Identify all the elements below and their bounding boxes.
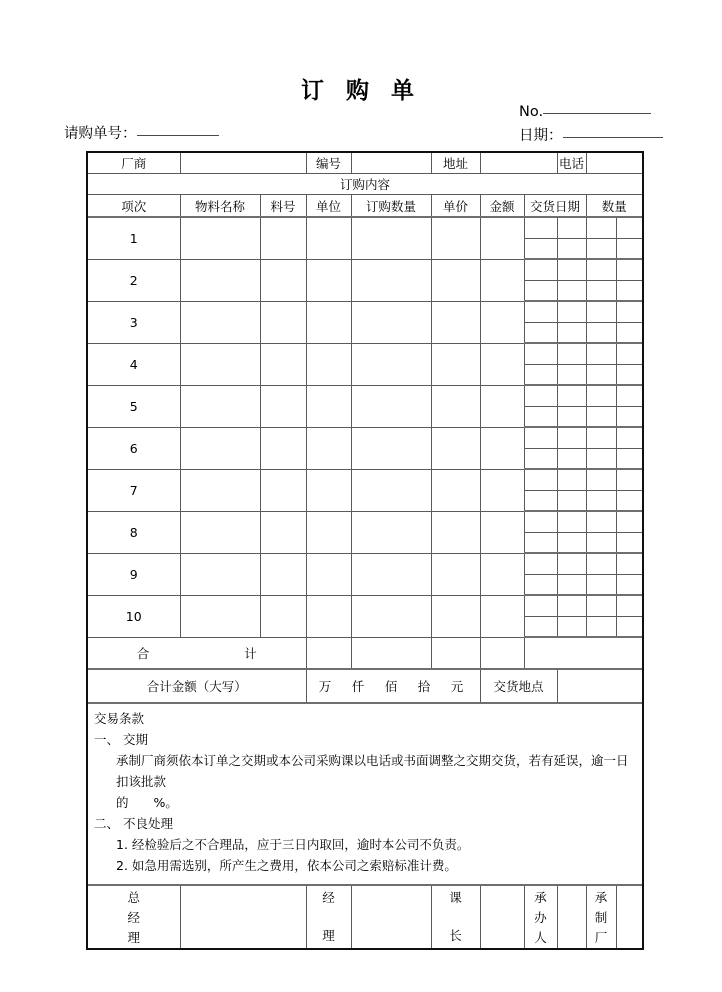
item-delivery-date-b2[interactable] — [557, 574, 586, 595]
item-delivery-date-b[interactable] — [557, 427, 586, 448]
col-header-amount: 金额 — [480, 195, 524, 218]
item-quantity-a[interactable] — [586, 343, 616, 364]
item-unit[interactable] — [306, 427, 351, 469]
item-delivery-date-a2[interactable] — [524, 238, 557, 259]
terms-clause1-body: 承制厂商须依本订单之交期或本公司采购课以电话或书面调整之交期交货，若有延误，逾一日扣该批款 — [116, 753, 629, 789]
column-header-row — [88, 195, 642, 218]
signature-field-handler[interactable] — [557, 885, 586, 948]
table-row — [88, 385, 642, 406]
col-header-unit: 单位 — [306, 195, 351, 218]
item-quantity-a[interactable] — [586, 259, 616, 280]
item-delivery-date-b[interactable] — [557, 595, 586, 616]
date-field[interactable] — [519, 124, 663, 145]
item-amount[interactable] — [480, 511, 524, 553]
sig-char: 总 — [127, 890, 140, 905]
total-unit[interactable] — [306, 637, 351, 669]
item-unit[interactable] — [306, 385, 351, 427]
sig-char: 课 — [449, 890, 462, 905]
item-material-code[interactable] — [260, 469, 306, 511]
item-material-code[interactable] — [260, 343, 306, 385]
item-material-code[interactable] — [260, 385, 306, 427]
item-amount[interactable] — [480, 217, 524, 259]
item-delivery-date-a[interactable] — [524, 385, 557, 406]
item-quantity-a2[interactable] — [586, 406, 616, 427]
delivery-place-value[interactable] — [557, 669, 642, 703]
vendor-code-label: 编号 — [306, 153, 351, 174]
sig-char: 人 — [534, 930, 547, 945]
terms-clause1-title: 一、 交期 — [94, 732, 148, 747]
item-amount[interactable] — [480, 343, 524, 385]
signature-label-manager — [306, 885, 351, 948]
item-unit-price[interactable] — [431, 217, 480, 259]
sig-char: 经 — [322, 890, 335, 905]
date-label: 日期： — [519, 128, 563, 144]
address-value[interactable] — [480, 153, 557, 174]
col-header-unit-price: 单价 — [431, 195, 480, 218]
table-row — [88, 595, 642, 616]
item-unit-price[interactable] — [431, 385, 480, 427]
item-unit[interactable] — [306, 259, 351, 301]
item-quantity-b2[interactable] — [616, 238, 642, 259]
item-quantity-a2[interactable] — [586, 490, 616, 511]
item-quantity-b[interactable] — [616, 259, 642, 280]
item-amount[interactable] — [480, 553, 524, 595]
signature-label-section-chief — [431, 885, 480, 948]
item-delivery-date-b2[interactable] — [557, 364, 586, 385]
requisition-number-label: 请购单号： — [64, 126, 137, 142]
item-no: 1 — [88, 217, 180, 259]
item-no: 4 — [88, 343, 180, 385]
item-unit[interactable] — [306, 595, 351, 637]
item-delivery-date-a[interactable] — [524, 427, 557, 448]
sig-char: 厂 — [594, 930, 608, 945]
item-delivery-date-a[interactable] — [524, 469, 557, 490]
item-quantity-a[interactable] — [586, 427, 616, 448]
item-delivery-date-a2[interactable] — [524, 616, 557, 637]
item-unit-price[interactable] — [431, 469, 480, 511]
item-order-qty[interactable] — [351, 343, 431, 385]
item-unit[interactable] — [306, 217, 351, 259]
item-material-name[interactable] — [180, 511, 260, 553]
item-material-code[interactable] — [260, 511, 306, 553]
item-quantity-b2[interactable] — [616, 406, 642, 427]
terms-heading: 交易条款 — [94, 711, 145, 726]
total-label — [88, 637, 306, 669]
item-delivery-date-a[interactable] — [524, 301, 557, 322]
item-material-name[interactable] — [180, 301, 260, 343]
item-delivery-date-b2[interactable] — [557, 532, 586, 553]
item-delivery-date-b[interactable] — [557, 259, 586, 280]
item-material-name[interactable] — [180, 427, 260, 469]
item-material-name[interactable] — [180, 553, 260, 595]
item-delivery-date-b[interactable] — [557, 343, 586, 364]
total-unit-price[interactable] — [431, 637, 480, 669]
item-material-code[interactable] — [260, 217, 306, 259]
item-delivery-date-b[interactable] — [557, 511, 586, 532]
item-delivery-date-a[interactable] — [524, 259, 557, 280]
total-order-qty[interactable] — [351, 637, 431, 669]
signature-row — [88, 885, 642, 948]
item-material-code[interactable] — [260, 595, 306, 637]
item-unit-price[interactable] — [431, 259, 480, 301]
item-quantity-b2[interactable] — [616, 322, 642, 343]
col-header-material-code: 料号 — [260, 195, 306, 218]
item-unit[interactable] — [306, 301, 351, 343]
item-no: 8 — [88, 511, 180, 553]
item-unit-price[interactable] — [431, 511, 480, 553]
item-order-qty[interactable] — [351, 469, 431, 511]
item-delivery-date-a2[interactable] — [524, 574, 557, 595]
item-delivery-date-a2[interactable] — [524, 490, 557, 511]
item-order-qty[interactable] — [351, 595, 431, 637]
amount-in-words-row — [88, 669, 642, 703]
sig-char: 制 — [594, 910, 608, 925]
signature-label-handler — [524, 885, 557, 948]
item-delivery-date-b[interactable] — [557, 301, 586, 322]
item-amount[interactable] — [480, 385, 524, 427]
item-delivery-date-a[interactable] — [524, 595, 557, 616]
item-delivery-date-b[interactable] — [557, 553, 586, 574]
item-delivery-date-b2[interactable] — [557, 406, 586, 427]
item-no: 6 — [88, 427, 180, 469]
item-no: 3 — [88, 301, 180, 343]
vendor-value[interactable] — [180, 153, 306, 174]
item-no: 5 — [88, 385, 180, 427]
item-no: 10 — [88, 595, 180, 637]
item-no: 9 — [88, 553, 180, 595]
item-amount[interactable] — [480, 469, 524, 511]
item-quantity-b[interactable] — [616, 343, 642, 364]
table-row — [88, 301, 642, 322]
signature-field-general-manager[interactable] — [180, 885, 306, 948]
item-order-qty[interactable] — [351, 385, 431, 427]
item-order-qty[interactable] — [351, 259, 431, 301]
item-quantity-b[interactable] — [616, 427, 642, 448]
item-material-name[interactable] — [180, 595, 260, 637]
item-order-qty[interactable] — [351, 301, 431, 343]
phone-label: 电话 — [557, 153, 586, 174]
item-delivery-date-a[interactable] — [524, 217, 557, 238]
signature-field-manufacturer[interactable] — [616, 885, 642, 948]
table-row — [88, 259, 642, 280]
item-delivery-date-a[interactable] — [524, 343, 557, 364]
item-quantity-a2[interactable] — [586, 448, 616, 469]
item-material-code[interactable] — [260, 427, 306, 469]
item-quantity-a2[interactable] — [586, 364, 616, 385]
item-delivery-date-b[interactable] — [557, 217, 586, 238]
item-delivery-date-b[interactable] — [557, 469, 586, 490]
item-unit[interactable] — [306, 343, 351, 385]
item-material-code[interactable] — [260, 301, 306, 343]
item-delivery-date-b2[interactable] — [557, 280, 586, 301]
item-unit-price[interactable] — [431, 427, 480, 469]
vendor-header-row — [88, 153, 642, 174]
item-unit-price[interactable] — [431, 301, 480, 343]
item-delivery-date-b2[interactable] — [557, 448, 586, 469]
item-quantity-a2[interactable] — [586, 280, 616, 301]
item-delivery-date-a2[interactable] — [524, 322, 557, 343]
phone-value[interactable] — [586, 153, 642, 174]
item-quantity-b2[interactable] — [616, 448, 642, 469]
item-quantity-a2[interactable] — [586, 322, 616, 343]
table-row — [88, 511, 642, 532]
total-label-left: 合 — [136, 645, 150, 661]
sig-char: 长 — [449, 928, 462, 943]
item-material-code[interactable] — [260, 259, 306, 301]
item-delivery-date-a2[interactable] — [524, 448, 557, 469]
table-row — [88, 427, 642, 448]
total-amount[interactable] — [480, 637, 524, 669]
item-order-qty[interactable] — [351, 511, 431, 553]
order-form-frame — [86, 151, 644, 950]
item-quantity-b[interactable] — [616, 511, 642, 532]
item-amount[interactable] — [480, 595, 524, 637]
item-quantity-a[interactable] — [586, 385, 616, 406]
sig-char: 经 — [127, 910, 140, 925]
item-amount[interactable] — [480, 259, 524, 301]
delivery-place-label: 交货地点 — [480, 669, 557, 703]
item-quantity-a[interactable] — [586, 511, 616, 532]
terms-clause1-body2: 的 %。 — [116, 795, 178, 810]
item-unit-price[interactable] — [431, 343, 480, 385]
order-number-label: No. — [519, 104, 544, 120]
page-title: 订 购 单 — [300, 78, 421, 104]
item-quantity-a2[interactable] — [586, 616, 616, 637]
terms-clause2-title: 二、 不良处理 — [94, 816, 173, 831]
amount-unit-markers: 万 仟 佰 拾 元 — [306, 669, 480, 703]
total-label-right: 计 — [244, 645, 257, 661]
order-number-field[interactable] — [519, 104, 651, 120]
item-material-name[interactable] — [180, 469, 260, 511]
table-row — [88, 343, 642, 364]
item-quantity-a[interactable] — [586, 301, 616, 322]
item-material-code[interactable] — [260, 553, 306, 595]
item-unit[interactable] — [306, 469, 351, 511]
terms-row — [88, 703, 642, 885]
item-delivery-date-a2[interactable] — [524, 406, 557, 427]
order-form-table — [88, 153, 642, 948]
item-delivery-date-a2[interactable] — [524, 532, 557, 553]
item-unit[interactable] — [306, 553, 351, 595]
col-header-material-name: 物料名称 — [180, 195, 260, 218]
item-delivery-date-b2[interactable] — [557, 238, 586, 259]
item-quantity-b2[interactable] — [616, 280, 642, 301]
item-delivery-date-a2[interactable] — [524, 280, 557, 301]
item-quantity-b[interactable] — [616, 385, 642, 406]
sig-char: 承 — [534, 890, 547, 905]
sig-char: 理 — [322, 928, 335, 943]
col-header-item-no: 项次 — [88, 195, 180, 218]
signature-field-section-chief[interactable] — [480, 885, 524, 948]
item-delivery-date-a[interactable] — [524, 511, 557, 532]
item-amount[interactable] — [480, 301, 524, 343]
item-rows — [88, 217, 642, 637]
date-line[interactable] — [563, 137, 663, 138]
item-quantity-b2[interactable] — [616, 490, 642, 511]
address-label: 地址 — [431, 153, 480, 174]
table-row — [88, 469, 642, 490]
signature-label-general-manager — [88, 885, 180, 948]
col-header-quantity: 数量 — [586, 195, 642, 218]
item-material-name[interactable] — [180, 343, 260, 385]
item-no: 7 — [88, 469, 180, 511]
order-number-line[interactable] — [543, 113, 651, 114]
item-order-qty[interactable] — [351, 553, 431, 595]
item-quantity-b2[interactable] — [616, 616, 642, 637]
item-delivery-date-b2[interactable] — [557, 490, 586, 511]
sig-char: 办 — [534, 910, 547, 925]
item-quantity-a[interactable] — [586, 469, 616, 490]
item-order-qty[interactable] — [351, 217, 431, 259]
sig-char: 理 — [127, 930, 140, 945]
item-unit-price[interactable] — [431, 553, 480, 595]
requisition-number-line[interactable] — [137, 135, 219, 136]
vendor-label: 厂商 — [88, 153, 180, 174]
item-material-name[interactable] — [180, 385, 260, 427]
terms-block — [88, 703, 642, 885]
item-quantity-b[interactable] — [616, 553, 642, 574]
item-no: 2 — [88, 259, 180, 301]
total-row — [88, 637, 642, 669]
item-delivery-date-b2[interactable] — [557, 616, 586, 637]
item-delivery-date-a2[interactable] — [524, 364, 557, 385]
item-quantity-b2[interactable] — [616, 364, 642, 385]
item-unit[interactable] — [306, 511, 351, 553]
col-header-order-qty: 订购数量 — [351, 195, 431, 218]
terms-clause2-item-1: 1. 经检验后之不合理品，应于三日内取回，逾时本公司不负责。 — [116, 837, 470, 852]
col-header-delivery-date: 交货日期 — [524, 195, 586, 218]
item-delivery-date-a[interactable] — [524, 553, 557, 574]
signature-field-manager[interactable] — [351, 885, 431, 948]
item-quantity-a[interactable] — [586, 595, 616, 616]
item-material-name[interactable] — [180, 259, 260, 301]
item-quantity-b2[interactable] — [616, 574, 642, 595]
requisition-number-field[interactable] — [64, 122, 219, 143]
item-quantity-b2[interactable] — [616, 532, 642, 553]
item-quantity-a2[interactable] — [586, 238, 616, 259]
item-material-name[interactable] — [180, 217, 260, 259]
terms-clause2-item-2: 2. 如急用需选别，所产生之费用，依本公司之索赔标准计费。 — [116, 858, 457, 873]
item-quantity-a2[interactable] — [586, 574, 616, 595]
item-quantity-b[interactable] — [616, 469, 642, 490]
item-unit-price[interactable] — [431, 595, 480, 637]
sig-char: 承 — [594, 890, 608, 905]
item-quantity-b[interactable] — [616, 217, 642, 238]
table-row — [88, 217, 642, 238]
content-section-label: 订购内容 — [88, 174, 642, 195]
item-delivery-date-b[interactable] — [557, 385, 586, 406]
item-quantity-a[interactable] — [586, 217, 616, 238]
item-quantity-a2[interactable] — [586, 532, 616, 553]
item-quantity-a[interactable] — [586, 553, 616, 574]
item-quantity-b[interactable] — [616, 595, 642, 616]
total-rest[interactable] — [524, 637, 642, 669]
signature-label-manufacturer — [586, 885, 616, 948]
vendor-code-value[interactable] — [351, 153, 431, 174]
amount-in-words-label: 合计金额（大写） — [88, 669, 306, 703]
content-section-row — [88, 174, 642, 195]
item-amount[interactable] — [480, 427, 524, 469]
item-delivery-date-b2[interactable] — [557, 322, 586, 343]
item-order-qty[interactable] — [351, 427, 431, 469]
item-quantity-b[interactable] — [616, 301, 642, 322]
table-row — [88, 553, 642, 574]
